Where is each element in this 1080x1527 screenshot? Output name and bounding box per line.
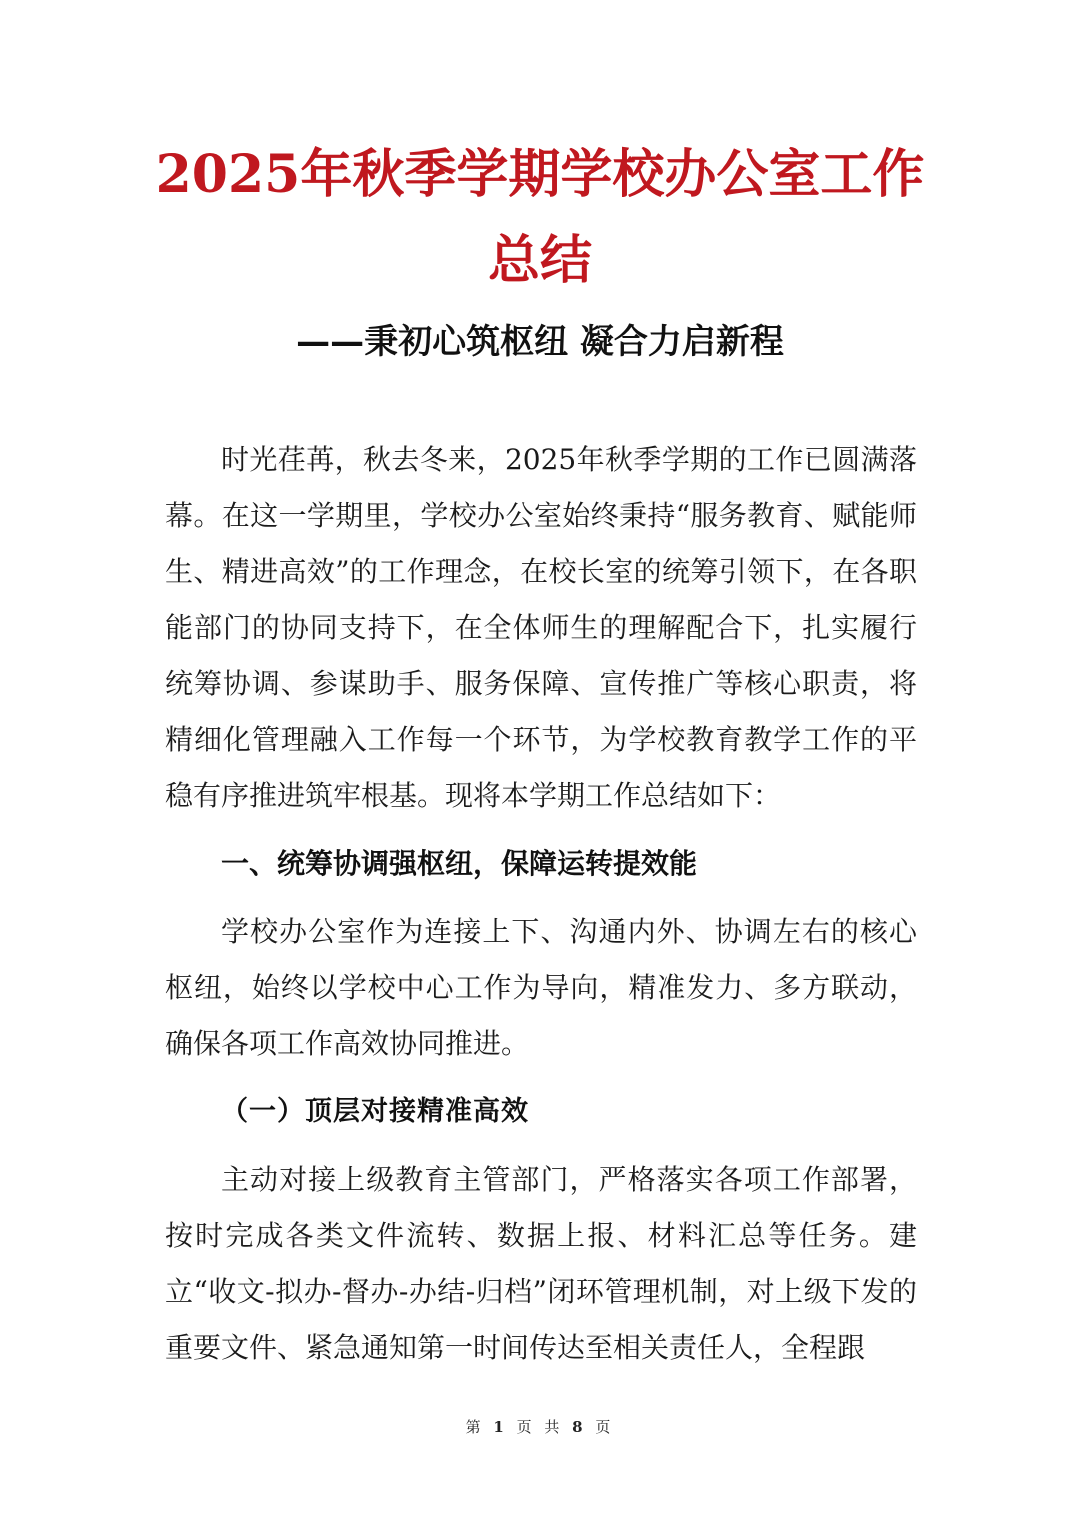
document-title-line-1: 2025年秋季学期学校办公室工作 bbox=[155, 144, 925, 205]
footer-suffix: 页 bbox=[595, 1418, 615, 1436]
document-title-line-2: 总结 bbox=[487, 230, 592, 291]
section-1-paragraph: 学校办公室作为连接上下、沟通内外、协调左右的核心枢纽，始终以学校中心工作为导向，精准发力、多方联动，确保各项工作高效协同推进。 bbox=[165, 915, 917, 1060]
subsection-1-paragraph: 主动对接上级教育主管部门，严格落实各项工作部署，按时完成各类文件流转、数据上报、材料汇总等任务。建立“收文-拟办-督办-办结-归档”闭环管理机制，对上级下发的重要文件、紧急通知第一时间传达至相关责任人，全程跟 bbox=[165, 1163, 917, 1364]
intro-paragraph: 时光荏苒，秋去冬来，2025年秋季学期的工作已圆满落幕。在这一学期里，学校办公室始终秉持“服务教育、赋能师生、精进高效”的工作理念，在校长室的统筹引领下，在各职能部门的协同支持下，在全体师生的理解配合下，扎实履行统筹协调、参谋助手、服务保障、宣传推广等核心职责，将精细化管理融入工作每一个环节，为学校教育教学工作的平稳有序推进筑牢根基。现将本学期工作总结如下： bbox=[165, 443, 917, 812]
footer-prefix: 第 bbox=[465, 1418, 485, 1436]
subsection-1-heading: （一）顶层对接精准高效 bbox=[221, 1096, 529, 1127]
page-footer bbox=[0, 1416, 1080, 1437]
section-1-heading: 一、统筹协调强枢纽，保障运转提效能 bbox=[221, 847, 698, 880]
document-body bbox=[165, 432, 917, 1376]
document-subtitle: ——秉初心筑枢纽 凝合力启新程 bbox=[296, 322, 784, 362]
footer-current-page: 1 bbox=[493, 1418, 508, 1436]
footer-total-pages: 8 bbox=[572, 1418, 587, 1436]
footer-middle: 页 共 bbox=[516, 1418, 564, 1436]
